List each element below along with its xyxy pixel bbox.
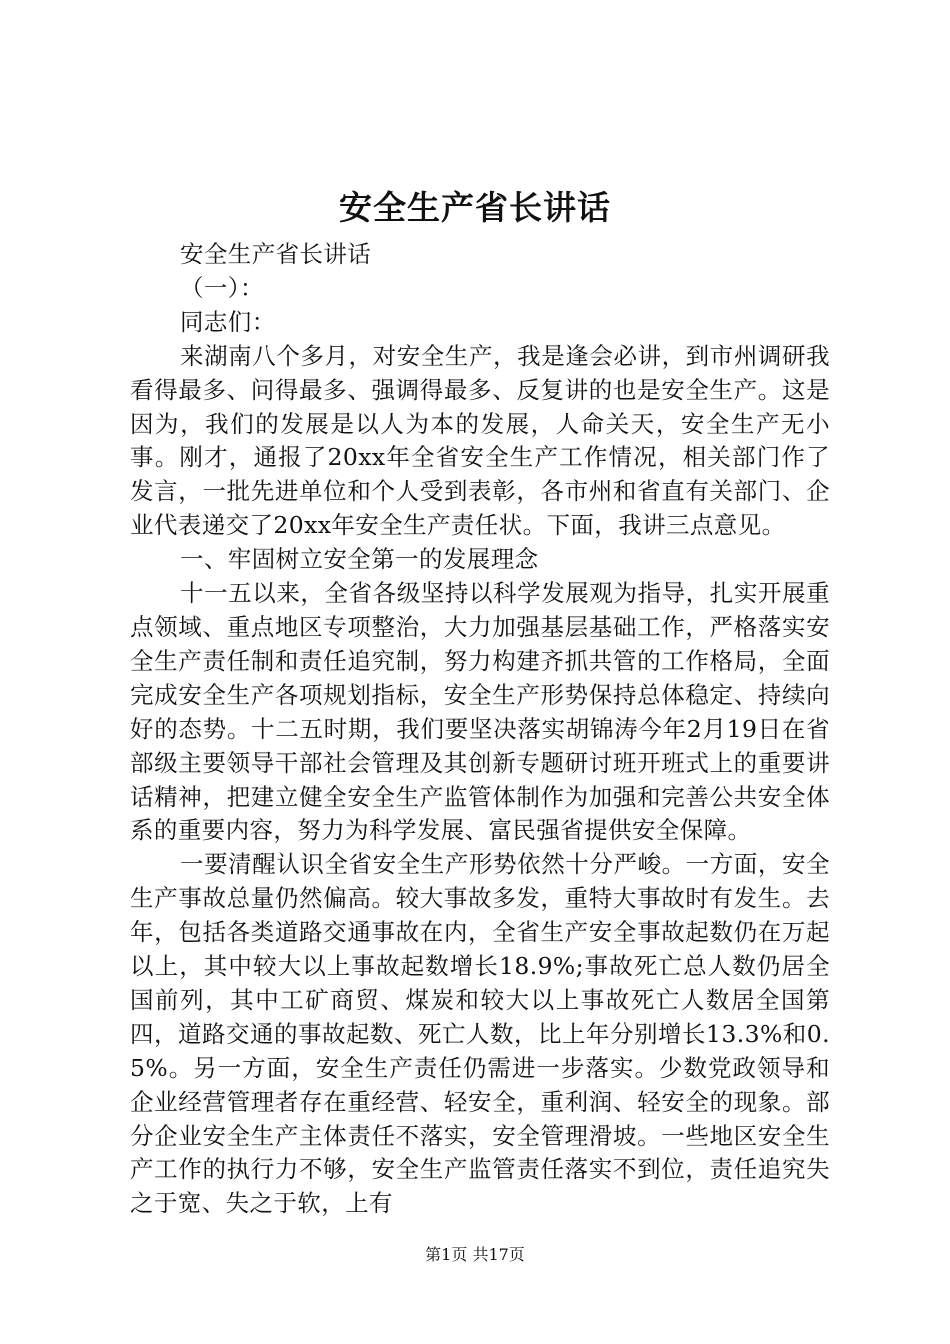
- paragraph-salutation: 同志们：: [180, 307, 276, 336]
- document-body: [130, 238, 830, 1221]
- paragraph-intro: 来湖南八个多月，对安全生产，我是逢会必讲，到市州调研我看得最多、问得最多、强调得最多、反复讲的也是安全生产。这是因为，我们的发展是以人为本的发展，人命关天，安全生产无小事。刚才，通报了20xx年全省安全生产工作情况，相关部门作了发言，一批先进单位和个人受到表彰，各市州和省直有关部门、企业代表递交了20xx年安全生产责任状。下面，我讲三点意见。: [130, 341, 830, 540]
- paragraph-section-marker: （一）：: [180, 273, 264, 302]
- document-title: 安全生产省长讲话: [339, 188, 611, 227]
- paragraph-body-2: 一要清醒认识全省安全生产形势依然十分严峻。一方面，安全生产事故总量仍然偏高。较大事故多发，重特大事故时有发生。去年，包括各类道路交通事故在内，全省生产安全事故起数仍在万起以上，其中较大以上事故起数增长18.9%;事故死亡总人数仍居全国前列，其中工矿商贸、煤炭和较大以上事故死亡人数居全国第四，道路交通的事故起数、死亡人数，比上年分别增长13.3%和0.5%。另一方面，安全生产责任仍需进一步落实。少数党政领导和企业经营管理者存在重经营、轻安全，重利润、轻安全的现象。部分企业安全生产主体责任不落实，安全管理滑坡。一些地区安全生产工作的执行力不够，安全生产监管责任落实不到位，责任追究失之于宽、失之于软，上有: [130, 850, 830, 1218]
- page-footer: 第1页 共17页: [425, 1245, 525, 1264]
- section-heading-1: 一、牢固树立安全第一的发展理念: [180, 545, 539, 574]
- paragraph-subtitle: 安全生产省长讲话: [180, 240, 372, 268]
- paragraph-body-1: 十一五以来，全省各级坚持以科学发展观为指导，扎实开展重点领域、重点地区专项整治，大力加强基层基础工作，严格落实安全生产责任制和责任追究制，努力构建齐抓共管的工作格局，全面完成安全生产各项规划指标，安全生产形势保持总体稳定、持续向好的态势。十二五时期，我们要坚决落实胡锦涛今年2月19日在省部级主要领导干部社会管理及其创新专题研讨班开班式上的重要讲话精神，把建立健全安全生产监管体制作为加强和完善公共安全体系的重要内容，努力为科学发展、富民强省提供安全保障。: [130, 579, 830, 845]
